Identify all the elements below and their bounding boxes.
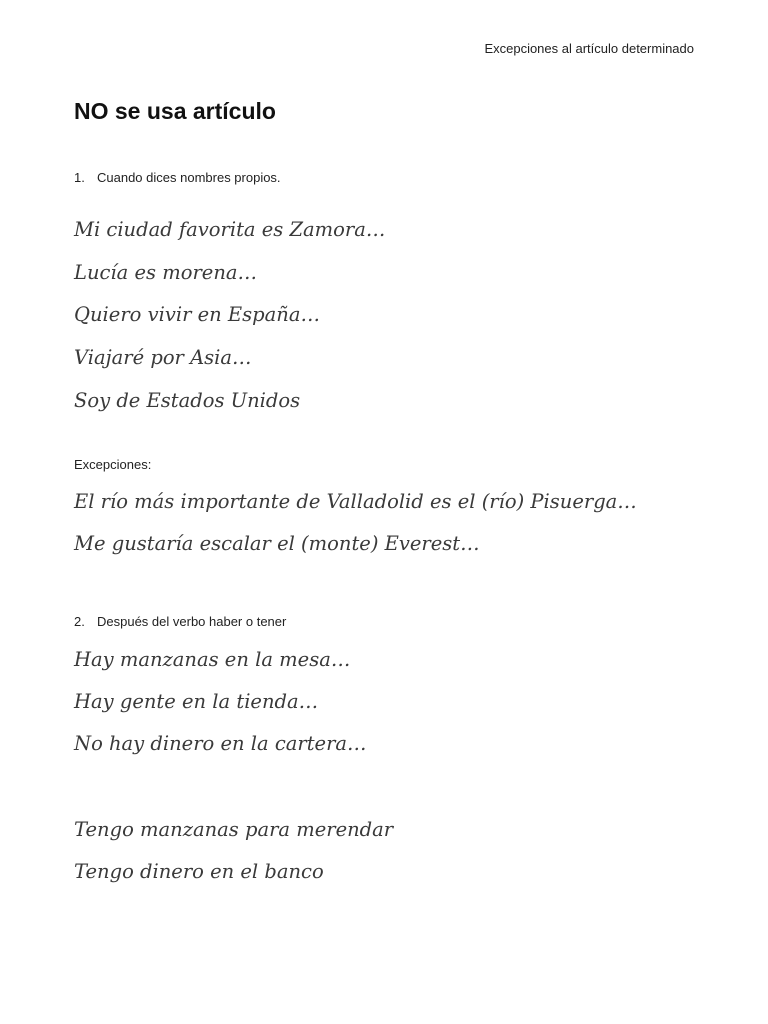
section-2-heading (74, 614, 286, 629)
section-2-heading-text: Después del verbo haber o tener (97, 614, 287, 629)
example-sentence: Viajaré por Asia… (74, 346, 252, 369)
haber-example: Hay manzanas en la mesa… (74, 648, 351, 671)
example-sentence: Mi ciudad favorita es Zamora… (74, 218, 386, 241)
running-header: Excepciones al artículo determinado (484, 41, 694, 56)
section-1-heading (74, 170, 281, 185)
example-sentence: Lucía es morena… (74, 261, 258, 284)
tener-example: Tengo dinero en el banco (74, 860, 324, 883)
tener-example: Tengo manzanas para merendar (74, 818, 394, 841)
exceptions-label: Excepciones: (74, 457, 152, 472)
section-1-heading-text: Cuando dices nombres propios. (97, 170, 281, 185)
haber-example: No hay dinero en la cartera… (74, 732, 367, 755)
exception-sentence: Me gustaría escalar el (monte) Everest… (74, 532, 480, 555)
haber-example: Hay gente en la tienda… (74, 690, 319, 713)
section-1-number: 1. (74, 170, 85, 185)
section-2-number: 2. (74, 614, 85, 629)
example-sentence: Soy de Estados Unidos (74, 389, 301, 412)
example-sentence: Quiero vivir en España… (74, 303, 320, 326)
page-title: NO se usa artículo (74, 98, 276, 124)
exception-sentence: El río más importante de Valladolid es el (río) Pisuerga… (74, 490, 637, 513)
